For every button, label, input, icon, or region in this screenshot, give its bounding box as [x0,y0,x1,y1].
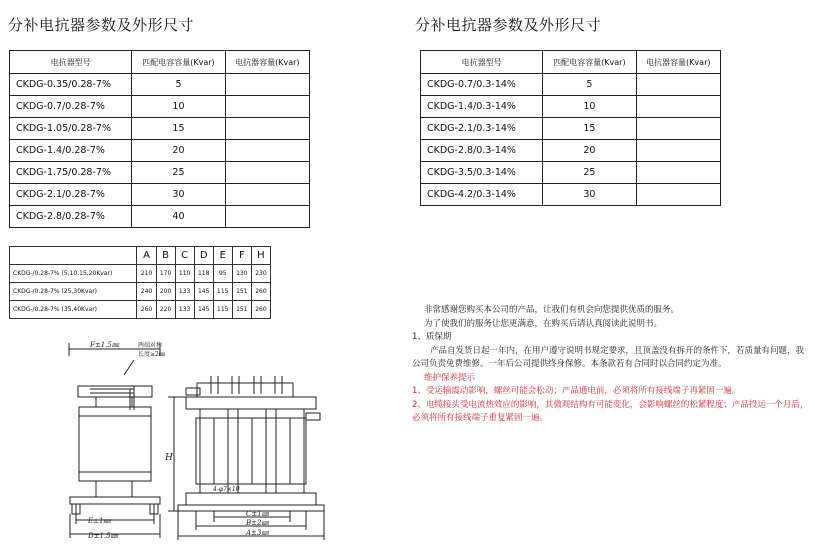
warranty-heading: 1、质保期 [412,332,452,342]
e-dimension-label: E±1㎜ [88,517,111,525]
maintenance-item-2: 2、电缆接头受电流热效应的影响，其微观结构有可能变化，会影响螺丝的松紧程度；产品投运一个月后，必须将所有接线端子重复紧固一遍。 [412,399,809,423]
maintenance-heading: 维护保养提示 [424,372,476,383]
capacity-cell: 15 [543,118,636,140]
header-model: 电抗器型号 [10,51,132,74]
left-title: 分补电抗器参数及外形尺寸 [8,16,195,34]
dimension-row-label: CKDG-/0.28-7% (25,30Kvar) [10,283,137,301]
intro-line-2: 为了使我们的服务让您更满意，在购买后请认真阅读此说明书。 [424,318,663,329]
right-title: 分补电抗器参数及外形尺寸 [415,16,602,34]
warranty-text: 产品自发货日起一年内，在用户遵守说明书规定要求，且顶盖没有拆开的条件下，若质量有问题，我公司负责免费维修。一年后公司提供终身保修。本条款若有合同时以合同约定为准。 [412,345,805,369]
capacity-cell: 25 [543,162,636,184]
capacity-cell: 15 [132,118,225,140]
model-cell: CKDG-2.1/0.3-14% [421,118,543,140]
model-cell: CKDG-2.8/0.3-14% [421,140,543,162]
dimension-row-label: CKDG-/0.28-7% (35,40Kvar) [10,301,137,319]
capacity-cell: 40 [132,206,225,228]
model-cell: CKDG-4.2/0.3-14% [421,184,543,206]
dimension-value: 133 [175,301,194,319]
dimension-header-a: A [137,247,156,265]
dimension-row-label: CKDG-/0.28-7% (5,10,15,20Kvar) [10,265,137,283]
capacity-cell: 20 [543,140,636,162]
dimension-value: 240 [137,283,156,301]
lead-note-line-1: 两端对称 [138,342,163,349]
model-cell: CKDG-3.5/0.3-14% [421,162,543,184]
dimension-value: 118 [194,265,213,283]
model-cell: CKDG-1.75/0.28-7% [10,162,132,184]
dimension-header-h: H [251,247,270,265]
dimension-value: 200 [156,283,175,301]
dimension-header-b: B [156,247,175,265]
capacity-cell: 10 [132,96,225,118]
f-dimension-label: F±1.5㎜ [90,341,119,349]
model-cell: CKDG-2.8/0.28-7% [10,206,132,228]
c-dimension-label: C±1㎜ [246,510,269,518]
dimension-value: 115 [213,301,232,319]
model-cell: CKDG-1.4/0.3-14% [421,96,543,118]
slot-label: 4-φ7×10 [213,486,240,493]
model-cell: CKDG-0.35/0.28-7% [10,74,132,96]
capacity-cell: 30 [543,184,636,206]
dimension-value: 260 [251,283,270,301]
header-model: 电抗器型号 [421,51,543,74]
dimension-value: 145 [194,283,213,301]
model-cell: CKDG-0.7/0.28-7% [10,96,132,118]
dimension-value: 151 [232,283,251,301]
header-matched-capacitor: 匹配电容容量(Kvar) [543,51,636,74]
model-cell: CKDG-1.05/0.28-7% [10,118,132,140]
dimension-value: 133 [175,283,194,301]
dimension-value: 260 [251,301,270,319]
capacity-cell: 5 [543,74,636,96]
header-matched-capacitor: 匹配电容容量(Kvar) [132,51,225,74]
model-cell: CKDG-1.4/0.28-7% [10,140,132,162]
dimension-value: 151 [232,301,251,319]
capacity-cell: 20 [132,140,225,162]
dimension-header-d: D [194,247,213,265]
dimension-value: 110 [175,265,194,283]
dimension-value: 210 [137,265,156,283]
capacity-cell: 25 [132,162,225,184]
intro-line-1: 非常感谢您购买本公司的产品，让我们有机会向您提供优质的服务。 [424,305,680,315]
maintenance-item-1: 1、受运输震动影响，螺丝可能会松动；产品通电前，必须将所有接线端子再紧固一遍。 [412,386,741,396]
d-dimension-label: D±1.5㎜ [88,532,118,540]
capacity-cell: 10 [543,96,636,118]
dimension-value: 130 [232,265,251,283]
header-reactor-capacity: 电抗器容量(Kvar) [636,51,720,74]
dimension-value: 220 [156,301,175,319]
header-reactor-capacity: 电抗器容量(Kvar) [225,51,309,74]
dimension-value: 145 [194,301,213,319]
dimension-header-f: F [232,247,251,265]
dimension-header-c: C [175,247,194,265]
model-cell: CKDG-2.1/0.28-7% [10,184,132,206]
notes-section [412,304,812,426]
b-dimension-label: B±2㎜ [246,519,269,527]
dimension-value: 230 [251,265,270,283]
dimension-header-e: E [213,247,232,265]
capacity-cell: 30 [132,184,225,206]
dimension-value: 115 [213,283,232,301]
h-dimension-label: H [165,453,173,463]
capacity-cell: 5 [132,74,225,96]
dimension-value: 170 [156,265,175,283]
dimension-value: 260 [137,301,156,319]
model-cell: CKDG-0.7/0.3-14% [421,74,543,96]
dimension-value: 95 [213,265,232,283]
lead-note-line-2: 长度≥2㎜ [138,351,165,358]
a-dimension-label: A±3㎜ [246,529,269,537]
